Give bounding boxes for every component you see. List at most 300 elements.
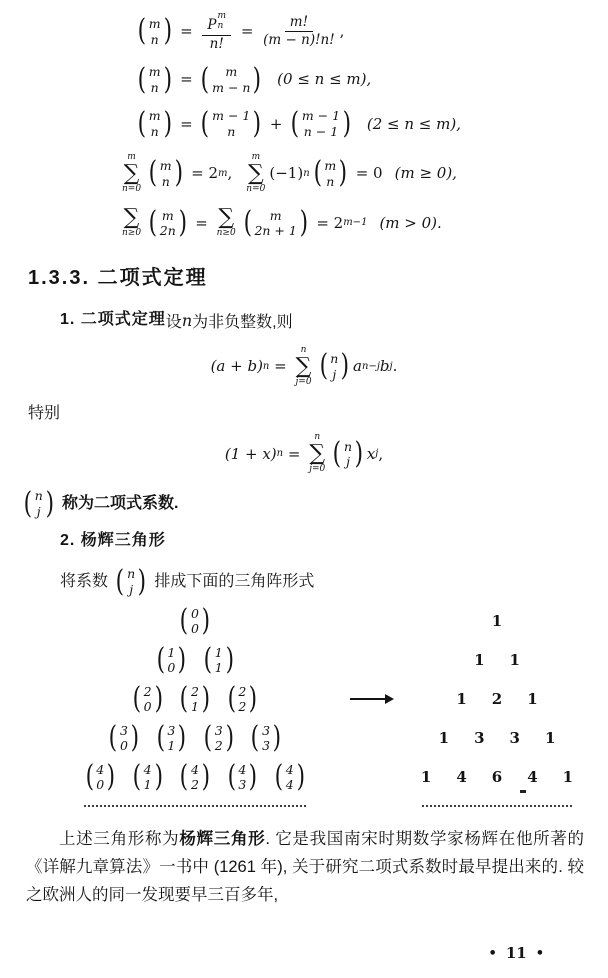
left-paren-icon: ( [137,13,147,49]
binomial-coefficient [84,758,117,794]
binom-top: 4 [285,761,294,777]
binomial-coefficient [147,155,184,191]
long-right-arrow-icon [350,698,392,700]
binom-bottom: 1 [214,660,223,676]
binom-stack [95,762,105,793]
binom-bottom: 2 [214,738,223,754]
binom-bottom: 1 [167,738,176,754]
binom-bottom: 2 [238,699,247,715]
summation [309,433,325,475]
right-paren-icon: ) [354,436,364,472]
right-paren-icon: ) [163,105,172,141]
math-expr: (a + b) [210,357,263,376]
binom-top: 3 [119,722,128,738]
left-paren-icon: ( [116,563,125,599]
binom-bottom: 0 [143,699,152,715]
math-expr: (m ≥ 0), [394,164,457,183]
pascal-number: 1 [420,768,432,787]
binom-top: m [159,157,172,173]
binom-bottom: 0 [119,738,128,754]
binom-top: n [344,438,353,454]
formula-special-case [0,433,608,475]
binom-bottom: n [326,173,335,189]
left-paren-icon: ( [108,719,118,755]
pascal-row [408,758,586,797]
text: 为非负整数,则 [192,313,293,331]
history-paragraph [26,825,584,909]
right-paren-icon: ) [342,105,352,141]
right-paren-icon: ) [253,61,262,97]
right-paren-icon: ) [338,155,348,191]
binom-bottom: 2n [159,223,176,239]
binom-bottom: j [332,366,337,382]
pascal-row [408,719,586,758]
binom-stack [119,723,129,754]
page-number-value: 11 [505,944,527,962]
right-paren-icon: ) [163,13,172,49]
math-text: = 2 [186,164,219,183]
binom-stack [301,108,341,139]
numerator [285,13,313,33]
binomial-coefficient [273,758,306,794]
binom-bottom: 2 [191,777,199,793]
superscript: m−1 [343,217,368,229]
binom-stack [190,684,200,715]
history-part1: 上述三角形称为 [59,829,180,848]
binom-top: 4 [143,761,152,777]
text: 设 [165,313,182,331]
pascal-number: 1 [527,690,538,709]
binom-bottom: 0 [191,621,199,637]
pascal-number: 1 [509,651,520,670]
formula-symmetry [134,61,608,97]
binom-stack [237,762,247,793]
binomial-coefficient [155,641,188,677]
binomial-coefficient [242,205,310,241]
binom-bottom: 3 [238,777,247,793]
left-paren-icon: ( [179,680,189,716]
left-paren-icon: ( [179,602,189,638]
binom-stack [323,158,337,189]
right-paren-icon: ) [296,758,305,794]
left-paren-icon: ( [201,61,210,97]
math-text: = [175,114,198,133]
right-paren-icon: ) [177,719,187,755]
binomial-coefficient [131,758,164,794]
superscript: j [375,448,379,460]
binomial-coefficient [318,348,352,384]
binom-stack [214,723,224,754]
binom-stack [261,723,271,754]
page-number-bullet-left: • [488,945,497,961]
pascal-number: 1 [474,651,485,670]
math-text: , [227,164,233,183]
binom-stack [329,351,339,382]
left-paren-icon: ( [156,641,165,677]
triangle-row [56,602,334,641]
binom-bottom: n [150,79,159,95]
left-paren-icon: ( [274,758,284,794]
binom-bottom: 0 [96,777,105,793]
summation [246,153,265,195]
binom-bottom: 3 [262,738,271,754]
left-paren-icon: ( [148,205,158,241]
arrow-column [334,602,408,797]
dotted-ellipsis-line [84,805,306,807]
binomial-coefficient [226,680,259,716]
binom-bottom: n [150,124,159,140]
left-paren-icon: ( [179,758,189,794]
binom-top: n [127,566,136,582]
sigma-icon: ∑ [309,441,326,467]
right-paren-icon: ) [253,105,262,141]
binom-stack [148,64,162,95]
left-paren-icon: ( [201,105,210,141]
binom-stack [148,108,162,139]
pascal-row [408,641,586,680]
math-var: a [353,357,362,376]
sum-upper-limit: m [251,151,261,162]
binomial-coefficient [178,602,211,638]
page-number [489,944,545,962]
right-paren-icon: ) [201,758,211,794]
right-paren-icon: ) [174,155,183,191]
binom-bottom: j [129,582,134,598]
left-paren-icon: ( [148,155,158,191]
left-paren-icon: ( [203,719,213,755]
sum-lower-limit: j=0 [309,464,326,475]
math-var: b [379,357,390,376]
binom-stack [343,439,353,470]
math-supsub [218,11,227,32]
binomial-coefficient [147,205,188,241]
right-paren-icon: ) [201,680,211,716]
math-text: , [378,444,384,463]
subsection-2-label: 2. 杨辉三角形 [60,532,166,550]
binom-top: 3 [262,722,271,738]
math-expr: n! [209,35,224,52]
math-text: = 2 [311,213,344,232]
binom-stack [159,208,177,239]
binom-bottom: 2n + 1 [254,223,297,239]
fraction [263,13,335,49]
left-paren-icon: ( [203,641,213,677]
right-paren-icon: ) [340,348,350,384]
binom-top: 0 [191,605,199,621]
left-paren-icon: ( [243,205,252,241]
right-paren-icon: ) [178,205,187,241]
binom-top: m [269,207,282,223]
binomial-coefficient [155,719,188,755]
sum-lower-limit: n≥0 [122,228,142,239]
binom-bottom: n [227,124,236,140]
pascal-number: 1 [562,768,574,787]
math-expr: (2 ≤ n ≤ m), [366,114,461,133]
scan-artifact [520,790,526,793]
binomial-coefficient [136,61,173,97]
superscript: m [217,11,227,21]
sigma-icon: ∑ [123,160,140,186]
sum-lower-limit: n=0 [122,183,142,194]
math-text: = [269,357,292,376]
left-paren-icon: ( [251,719,260,755]
binomial-coefficient [131,680,164,716]
right-paren-icon: ) [45,485,54,521]
binom-stack [190,762,200,793]
binom-top: 4 [191,761,199,777]
pascal-number: 2 [491,690,503,709]
subsection-1-label: 1. 二项式定理 [60,311,166,329]
binom-stack [253,208,297,239]
left-paren-icon: ( [290,105,300,141]
right-paren-icon: ) [225,641,234,677]
binom-top: m [148,15,161,31]
math-text: = 0 [350,164,383,183]
sum-lower-limit: n=0 [246,183,266,194]
subsection-2-line [60,527,584,550]
binom-top: 4 [238,761,247,777]
right-paren-icon: ) [177,641,187,677]
superscript: n [262,360,270,372]
binom-top: m [161,207,174,223]
formula-even-odd-sums [118,207,608,239]
binom-stack [211,108,251,139]
right-paren-icon: ) [201,602,211,638]
binom-stack [159,158,173,189]
right-paren-icon: ) [106,758,116,794]
binom-stack [166,645,176,676]
binom-stack [34,488,44,519]
superscript: n [276,448,284,460]
left-paren-icon: ( [132,680,141,716]
left-paren-icon: ( [313,155,322,191]
math-var: P [207,17,217,34]
superscript: m [218,167,228,179]
formula-sum-identities [118,153,608,195]
binom-bottom: n − 1 [303,124,339,140]
binom-top: m − 1 [301,108,341,124]
binomial-coefficient [226,758,259,794]
numerator [202,12,231,36]
binom-top: 2 [143,683,152,699]
binom-top: 1 [167,644,176,660]
binom-top: m − 1 [212,108,251,124]
binom-top: 2 [191,683,199,699]
left-paren-icon: ( [319,348,328,384]
math-expr: m! [289,13,308,30]
binomial-coefficient [107,719,140,755]
right-paren-icon: ) [154,680,163,716]
right-paren-icon: ) [130,719,139,755]
text: 称为二项式系数. [57,494,179,512]
math-text: + [265,114,288,133]
summation [295,346,311,388]
binom-bottom: 0 [167,660,176,676]
sum-upper-limit: n [314,432,321,443]
binomial-coefficient [178,758,211,794]
binom-stack [211,64,251,95]
binom-top: 4 [96,761,105,777]
math-expr: (1 + x) [224,444,277,463]
right-paren-icon: ) [249,680,258,716]
math-text: = [175,22,198,41]
history-part2: . 它是我国南宋时期数学家杨辉在他所著的《详解九章算法》一书中 (1261 年), 关于研究二项式系数时最早提出来的. 较之欧洲人的同一发现要早三百多年, [26,829,585,904]
coefficient-note [20,485,608,521]
dotted-ellipsis-line [422,805,572,807]
binomial-coefficient [178,680,211,716]
setup-statement [166,309,293,332]
math-text: = [236,22,259,41]
binom-top: n [330,350,339,366]
pascal-number: 1 [544,729,556,748]
pascal-number: 4 [527,768,538,787]
binomial-coefficient [289,105,353,141]
triangle-row [56,680,334,719]
right-paren-icon: ) [154,758,163,794]
left-paren-icon: ( [85,758,94,794]
binom-top: 3 [214,722,223,738]
binom-stack [143,684,153,715]
binomial-coefficient [202,719,235,755]
right-paren-icon: ) [163,61,172,97]
subscript: n [217,21,224,32]
sum-upper-limit: m [127,151,136,162]
right-paren-icon: ) [299,205,308,241]
pascal-number: 1 [438,729,450,748]
pascal-number: 3 [474,729,485,748]
page-number-bullet-right: • [535,945,544,961]
left-paren-icon: ( [23,485,33,521]
text: 将系数 [60,573,113,591]
denominator [210,36,224,52]
math-text: = [283,444,306,463]
triangle-figure [56,602,608,807]
binom-stack [190,606,200,637]
binom-stack [148,16,162,47]
binomial-coefficient [22,485,56,521]
superscript: n [303,167,310,179]
math-expr: (m > 0). [379,213,442,232]
left-paren-icon: ( [156,719,165,755]
pascal-row [408,602,586,641]
section-heading: 1.3.3. 二项式定理 [28,267,208,290]
binom-top: m [225,64,238,80]
binom-bottom: m − n [212,79,251,95]
yang-hui-triangle-term: 杨辉三角形 [179,829,266,848]
binomial-coefficient [249,719,282,755]
pascal-number: 4 [456,768,467,787]
right-paren-icon: ) [272,719,282,755]
binom-bottom: 1 [191,699,199,715]
binom-top: 3 [167,722,176,738]
right-paren-icon: ) [137,563,147,599]
binomial-coefficient [136,105,173,141]
binomial-coefficient [331,436,365,472]
binom-bottom: n [161,173,170,189]
sigma-icon: ∑ [295,353,312,379]
triangle-row [56,641,334,680]
math-text: = [175,70,198,89]
pascal-number: 6 [491,768,503,787]
binom-stack [126,566,136,597]
triangle-row [56,758,334,797]
binom-top: 1 [214,644,223,660]
math-expr: (0 ≤ n ≤ m), [277,70,372,89]
binomial-coefficient [202,641,235,677]
left-paren-icon: ( [332,436,342,472]
right-paren-icon: ) [225,719,234,755]
subsection-1-line [60,306,584,331]
fraction [202,12,231,51]
sum-lower-limit: j=0 [295,376,312,387]
binomial-coefficient [199,61,263,97]
sum-lower-limit: n≥0 [216,228,236,239]
pascal-number-triangle [408,602,586,807]
binom-top: m [324,157,337,173]
pascal-row [408,680,586,719]
summation [122,153,141,195]
left-paren-icon: ( [227,680,236,716]
math-text: , [339,22,345,41]
formula-binomial-theorem [0,346,608,388]
math-text: = [190,213,213,232]
sigma-icon: ∑ [247,160,264,186]
math-expr: (m − n)!n! [263,32,335,49]
summation [217,207,236,239]
binomial-coefficient [312,155,349,191]
text: 排成下面的三角阵形式 [149,573,315,591]
right-paren-icon: ) [249,758,258,794]
pascal-number: 1 [456,690,467,709]
formula-binom-definition [134,12,608,51]
binom-bottom: 4 [285,777,294,793]
binom-stack [237,684,247,715]
special-label: 特别 [28,405,61,423]
binom-top: m [148,108,161,124]
left-paren-icon: ( [227,758,236,794]
sum-upper-limit: n [300,344,307,355]
denominator [263,32,334,48]
binom-stack [166,723,176,754]
binom-bottom: n [150,31,159,47]
binom-bottom: j [36,503,41,519]
summation [122,207,141,239]
binom-stack [214,645,224,676]
binomial-triangle [56,602,334,807]
left-paren-icon: ( [137,105,147,141]
left-paren-icon: ( [137,61,147,97]
binomial-coefficient [136,13,173,49]
sigma-icon: ∑ [218,205,235,231]
sigma-icon: ∑ [123,205,140,231]
triangle-row [56,719,334,758]
pascal-number: 3 [509,729,520,748]
left-paren-icon: ( [132,758,141,794]
binom-top: 2 [238,683,247,699]
math-var: x [366,444,376,463]
binom-top: m [148,64,161,80]
binom-stack [285,762,295,793]
binom-bottom: j [346,454,350,470]
binom-bottom: 1 [143,777,152,793]
superscript: j [389,360,393,372]
superscript: n−j [362,360,380,372]
arrange-statement [60,563,608,599]
pascal-number: 1 [491,612,503,631]
binomial-coefficient [199,105,263,141]
binom-stack [143,762,153,793]
binom-top: n [34,488,43,504]
